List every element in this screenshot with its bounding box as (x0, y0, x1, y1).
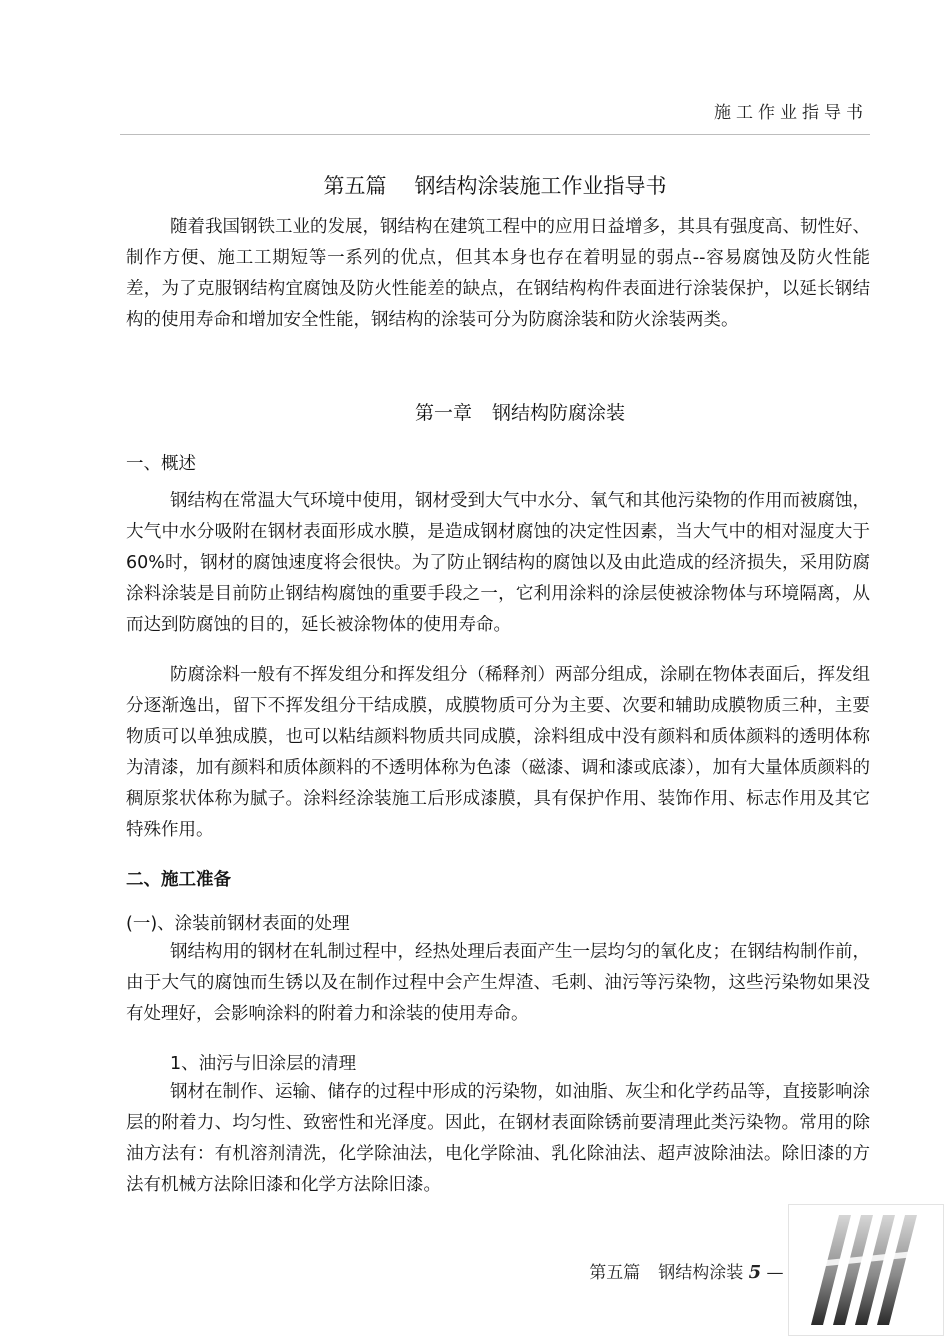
subsection-heading-surface: (一)、涂装前钢材表面的处理 (126, 914, 350, 934)
footer-part-number: 5 (748, 1262, 762, 1283)
section-heading-overview: 一、概述 (126, 454, 196, 474)
footer-dash: — (766, 1263, 784, 1283)
item-heading-oil-cleanup: 1、油污与旧涂层的清理 (170, 1054, 357, 1074)
surface-paragraph: 钢结构用的钢材在轧制过程中，经热处理后表面产生一层均匀的氧化皮；在钢结构制作前，由于大气的腐蚀而生锈以及在制作过程中会产生焊渣、毛刺、油污等污染物，这些污染物如果没有处理好，会影响涂料的附着力和涂装的使用寿命。 (126, 942, 870, 1024)
overview-paragraph-1: 钢结构在常温大气环境中使用，钢材受到大气中水分、氧气和其他污染物的作用而被腐蚀，大气中水分吸附在钢材表面形成水膜，是造成钢材腐蚀的决定性因素，当大气中的相对湿度大于 60%时，钢材的腐蚀速度将会很快。为了防止钢结构的腐蚀以及由此造成的经济损失，采用防腐涂料涂装是目前防止钢结构腐蚀的重要手段之一，它利用涂料的涂层使被涂物体与环境隔离，从而达到防腐蚀的目的，延长被涂物体的使用寿命。 (126, 491, 870, 635)
footer-part-label: 第五篇 (589, 1263, 641, 1283)
oil-cleanup-paragraph: 钢材在制作、运输、储存的过程中形成的污染物，如油脂、灰尘和化学药品等，直接影响涂层的附着力、均匀性、致密性和光泽度。因此，在钢材表面除锈前要清理此类污染物。常用的除油方法有：有机溶剂清洗，化学除油法，电化学除油、乳化除油法、超声波除油法。除旧漆的方法有机械方法除旧漆和化学方法除旧漆。 (126, 1082, 870, 1195)
running-header-title: 施工作业指导书 (714, 103, 868, 123)
overview-paragraph-2: 防腐涂料一般有不挥发组分和挥发组分（稀释剂）两部分组成，涂刷在物体表面后，挥发组分逐渐逸出，留下不挥发组分干结成膜，成膜物质可分为主要、次要和辅助成膜物质三种，主要物质可以单独成膜，也可以粘结颜料物质共同成膜，涂料组成中没有颜料和质体颜料的透明体称为清漆，加有颜料和质体颜料的不透明体称为色漆（磁漆、调和漆或底漆），加有大量体质颜料的稠原浆状体称为腻子。涂料经涂装施工后形成漆膜，具有保护作用、装饰作用、标志作用及其它特殊作用。 (126, 665, 870, 840)
chapter-label: 第一章 (414, 402, 472, 424)
part-title: 钢结构涂装施工作业指导书 (414, 174, 667, 198)
company-logo-icon (788, 1204, 944, 1336)
intro-paragraph: 随着我国钢铁工业的发展，钢结构在建筑工程中的应用日益增多，其具有强度高、韧性好、制作方便、施工工期短等一系列的优点，但其本身也存在着明显的弱点--容易腐蚀及防火性能差，为了克服钢结构宜腐蚀及防火性能差的缺点，在钢结构构件表面进行涂装保护，以延长钢结构的使用寿命和增加安全性能，钢结构的涂装可分为防腐涂装和防火涂装两类。 (126, 217, 870, 330)
chapter-name: 钢结构防腐涂装 (492, 402, 626, 424)
chapter-title (0, 398, 950, 425)
part-label: 第五篇 (323, 174, 387, 198)
document-title (0, 170, 950, 200)
footer-section: 钢结构涂装 (658, 1263, 744, 1283)
header-divider (120, 134, 870, 135)
section-heading-preparation: 二、施工准备 (126, 870, 231, 890)
page-footer (589, 1258, 816, 1283)
